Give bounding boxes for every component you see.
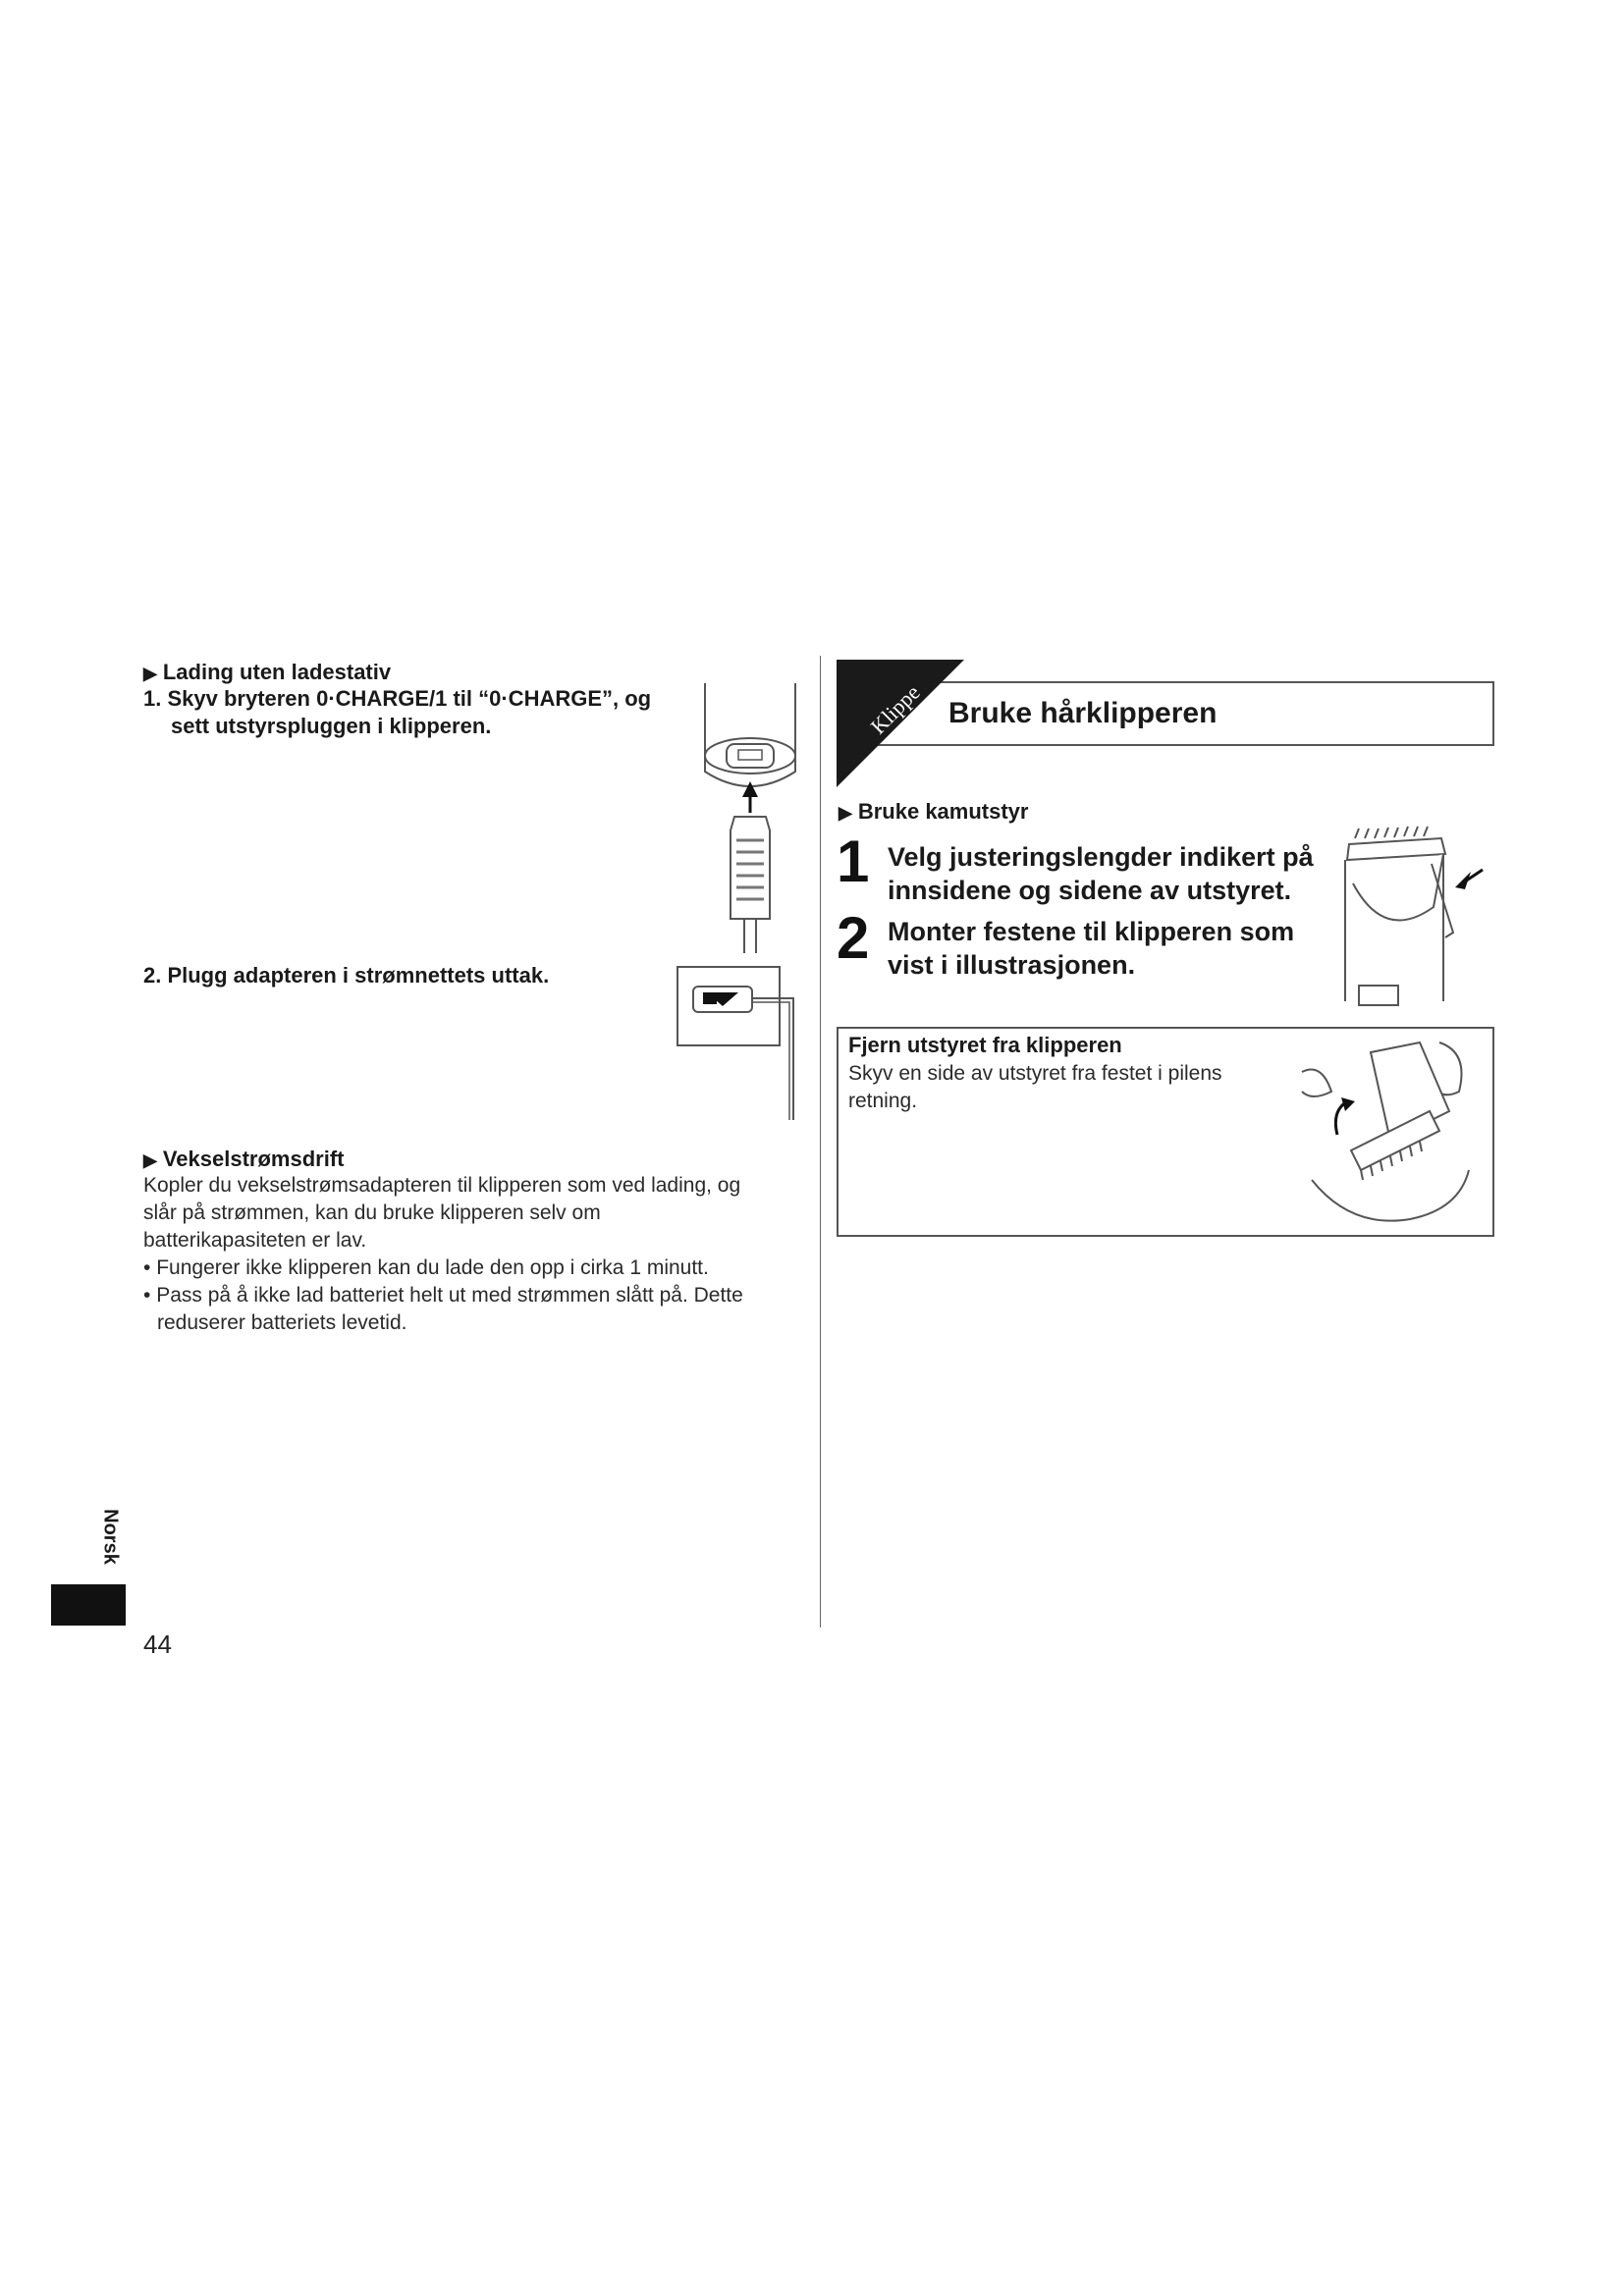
bullet-item-1: • Fungerer ikke klipperen kan du lade den opp i cirka 1 minutt. [143,1256,709,1279]
triangle-bullet-icon: ▶ [143,1150,157,1170]
tab-label: Klippe [865,679,925,739]
note-line-2: retning. [848,1090,918,1112]
triangle-bullet-icon: ▶ [143,664,157,683]
step-1-text-line-2: innsidene og sidene av utstyret. [888,876,1292,905]
header-title: Bruke hårklipperen [948,697,1218,729]
subsection-title: ▶ Bruke kamutstyr [839,799,1029,824]
step-number-1: 1 [837,828,870,894]
ac-paragraph-line-1: Kopler du vekselstrømsadapteren til klipperen som ved lading, og [143,1174,741,1197]
step-1-line-2: sett utstyrspluggen i klipperen. [171,714,492,738]
ac-paragraph-line-3: batterikapasiteten er lav. [143,1229,367,1252]
step-2-text-line-2: vist i illustrasjonen. [888,950,1136,980]
remove-attachment-illustration [1292,1033,1489,1233]
klippe-tab-corner [837,660,966,789]
note-title: Fjern utstyret fra klipperen [848,1033,1122,1057]
step-2: 2. Plugg adapteren i strømnettets uttak. [143,963,550,988]
column-divider [820,656,821,1628]
language-tab [90,1502,130,1580]
language-label: Norsk [99,1509,122,1565]
ac-paragraph-line-2: slår på strømmen, kan du bruke klipperen selv om [143,1201,601,1224]
bullet-dot-icon: • [143,1284,151,1307]
step-1-text-line-1: Velg justeringslengder indikert på [888,842,1314,872]
outlet-illustration [674,965,803,1122]
comb-attachment-illustration [1335,825,1492,1011]
section-title-charging: ▶ Lading uten ladestativ [143,660,392,684]
plug-illustration [699,683,801,956]
note-line-1: Skyv en side av utstyret fra festet i pilens [848,1062,1222,1085]
step-1-line-1: 1. Skyv bryteren 0·CHARGE/1 til “0·CHARGE”, og [143,686,652,711]
bullet-item-2-cont: reduserer batteriets levetid. [157,1311,407,1334]
triangle-bullet-icon: ▶ [839,803,852,823]
section-title-ac: ▶ Vekselstrømsdrift [143,1147,345,1171]
bullet-item-2: • Pass på å ikke lad batteriet helt ut med strømmen slått på. Dette [143,1284,743,1307]
bullet-dot-icon: • [143,1256,151,1279]
step-2-text-line-1: Monter festene til klipperen som [888,917,1295,946]
page-number: 44 [143,1629,172,1659]
step-number-2: 2 [837,905,870,971]
language-tab-block [51,1584,126,1626]
